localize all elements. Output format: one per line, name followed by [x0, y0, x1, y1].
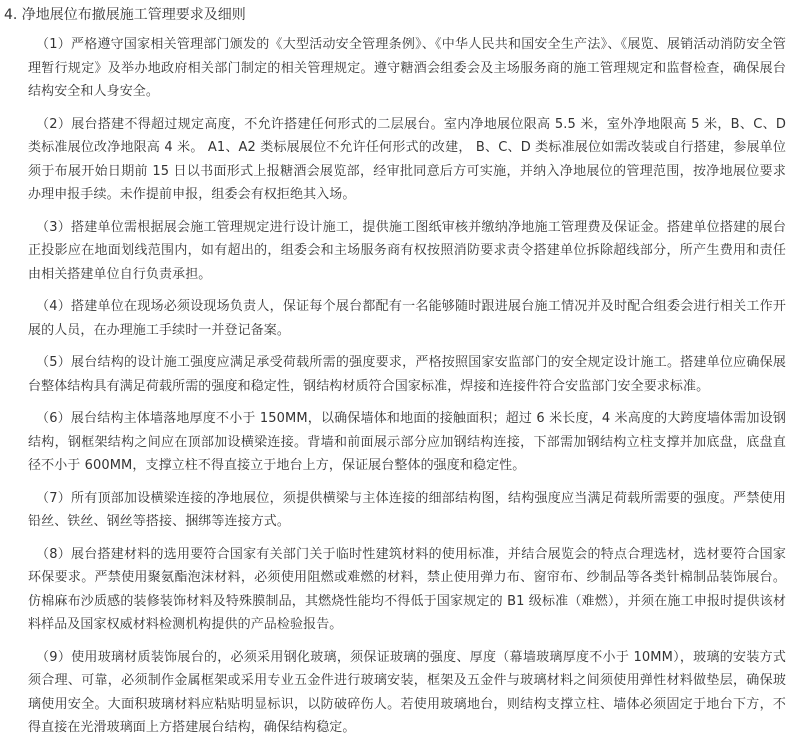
paragraph-7: （7）所有顶部加设横梁连接的净地展位，须提供横梁与主体连接的细部结构图，结构强度应当满足荷载所需要的强度。严禁使用铅丝、铁丝、钢丝等搭接、捆绑等连接方式。: [28, 490, 786, 529]
paragraph-5: （5）展台结构的设计施工强度应满足承受荷载所需的强度要求，严格按照国家安监部门的安全规定设计施工。搭建单位应确保展台整体结构具有满足荷载所需的强度和稳定性，钢结构材质符合国家标准，焊接和连接件符合安监部门安全要求标准。: [28, 355, 786, 394]
paragraph-4: （4）搭建单位在现场必须设现场负责人，保证每个展台都配有一名能够随时跟进展台施工情况并及时配合组委会进行相关工作开展的人员，在办理施工手续时一并登记备案。: [28, 299, 786, 338]
section-heading: 4. 净地展位布撤展施工管理要求及细则: [4, 7, 246, 23]
paragraph-9: （9）使用玻璃材质装饰展台的，必须采用钢化玻璃，须保证玻璃的强度、厚度（幕墙玻璃厚度不小于 10MM），玻璃的安装方式须合理、可靠，必须制作金属框架或采用专业五金件进行玻璃安装，框架及五金件与玻璃材料之间须使用弹性材料做垫层，确保玻璃使用安全。大面积玻璃材料应粘贴明显标识，以防破碎伤人。若使用玻璃地台，则结构支撑立柱、墙体必须固定于地台下方，不得直接在光滑玻璃面上方搭建展台结构，确保结构稳定。: [28, 649, 786, 735]
paragraph-8: （8）展台搭建材料的选用要符合国家有关部门关于临时性建筑材料的使用标准，并结合展览会的特点合理选材，选材要符合国家环保要求。严禁使用聚氨酯泡沫材料，必须使用阻燃或难燃的材料，禁止使用弹力布、窗帘布、纱制品等各类针棉制品装饰展台。仿棉麻布沙质感的装修装饰材料及特殊膜制品，其燃烧性能均不得低于国家规定的 B1 级标准（难燃），并须在施工申报时提供该材料样品及国家权威材料检测机构提供的产品检验报告。: [28, 546, 786, 632]
paragraph-6: （6）展台结构主体墙落地厚度不小于 150MM，以确保墙体和地面的接触面积；超过 6 米长度，4 米高度的大跨度墙体需加设钢结构，钢框架结构之间应在顶部加设横梁连接。背墙和前面展示部分应加钢结构连接，下部需加钢结构立柱支撑并加底盘，底盘直径不小于 600MM，支撑立柱不得直接立于地台上方，保证展台整体的强度和稳定性。: [28, 411, 786, 473]
paragraph-1: （1）严格遵守国家相关管理部门颁发的《大型活动安全管理条例》、《中华人民共和国安全生产法》、《展览、展销活动消防安全管理暂行规定》及举办地政府相关部门制定的相关管理规定。遵守糖酒会组委会及主场服务商的施工管理规定和监督检查，确保展台结构安全和人身安全。: [28, 37, 786, 99]
paragraph-3: （3）搭建单位需根据展会施工管理规定进行设计施工，提供施工图纸审核并缴纳净地施工管理费及保证金。搭建单位搭建的展台正投影应在地面划线范围内，如有超出的，组委会和主场服务商有权按照消防要求责令搭建单位拆除超线部分，所产生费用和责任由相关搭建单位自行负责承担。: [28, 219, 786, 282]
paragraph-2: （2）展台搭建不得超过规定高度，不允许搭建任何形式的二层展台。室内净地展位限高 5.5 米，室外净地限高 5 米，B、C、D 类标准展位改净地限高 4 米。 A1、A2 类标展展位不允许任何形式的改建， B、C、D 类标准展位如需改装或自行搭建，参展单位须于布展开始日期前 15 日以书面形式上报糖酒会展览部，经审批同意后方可实施，并纳入净地展位的管理范围，按净地展位要求办理申报手续。未作提前申报，组委会有权拒绝其入场。: [28, 116, 786, 202]
